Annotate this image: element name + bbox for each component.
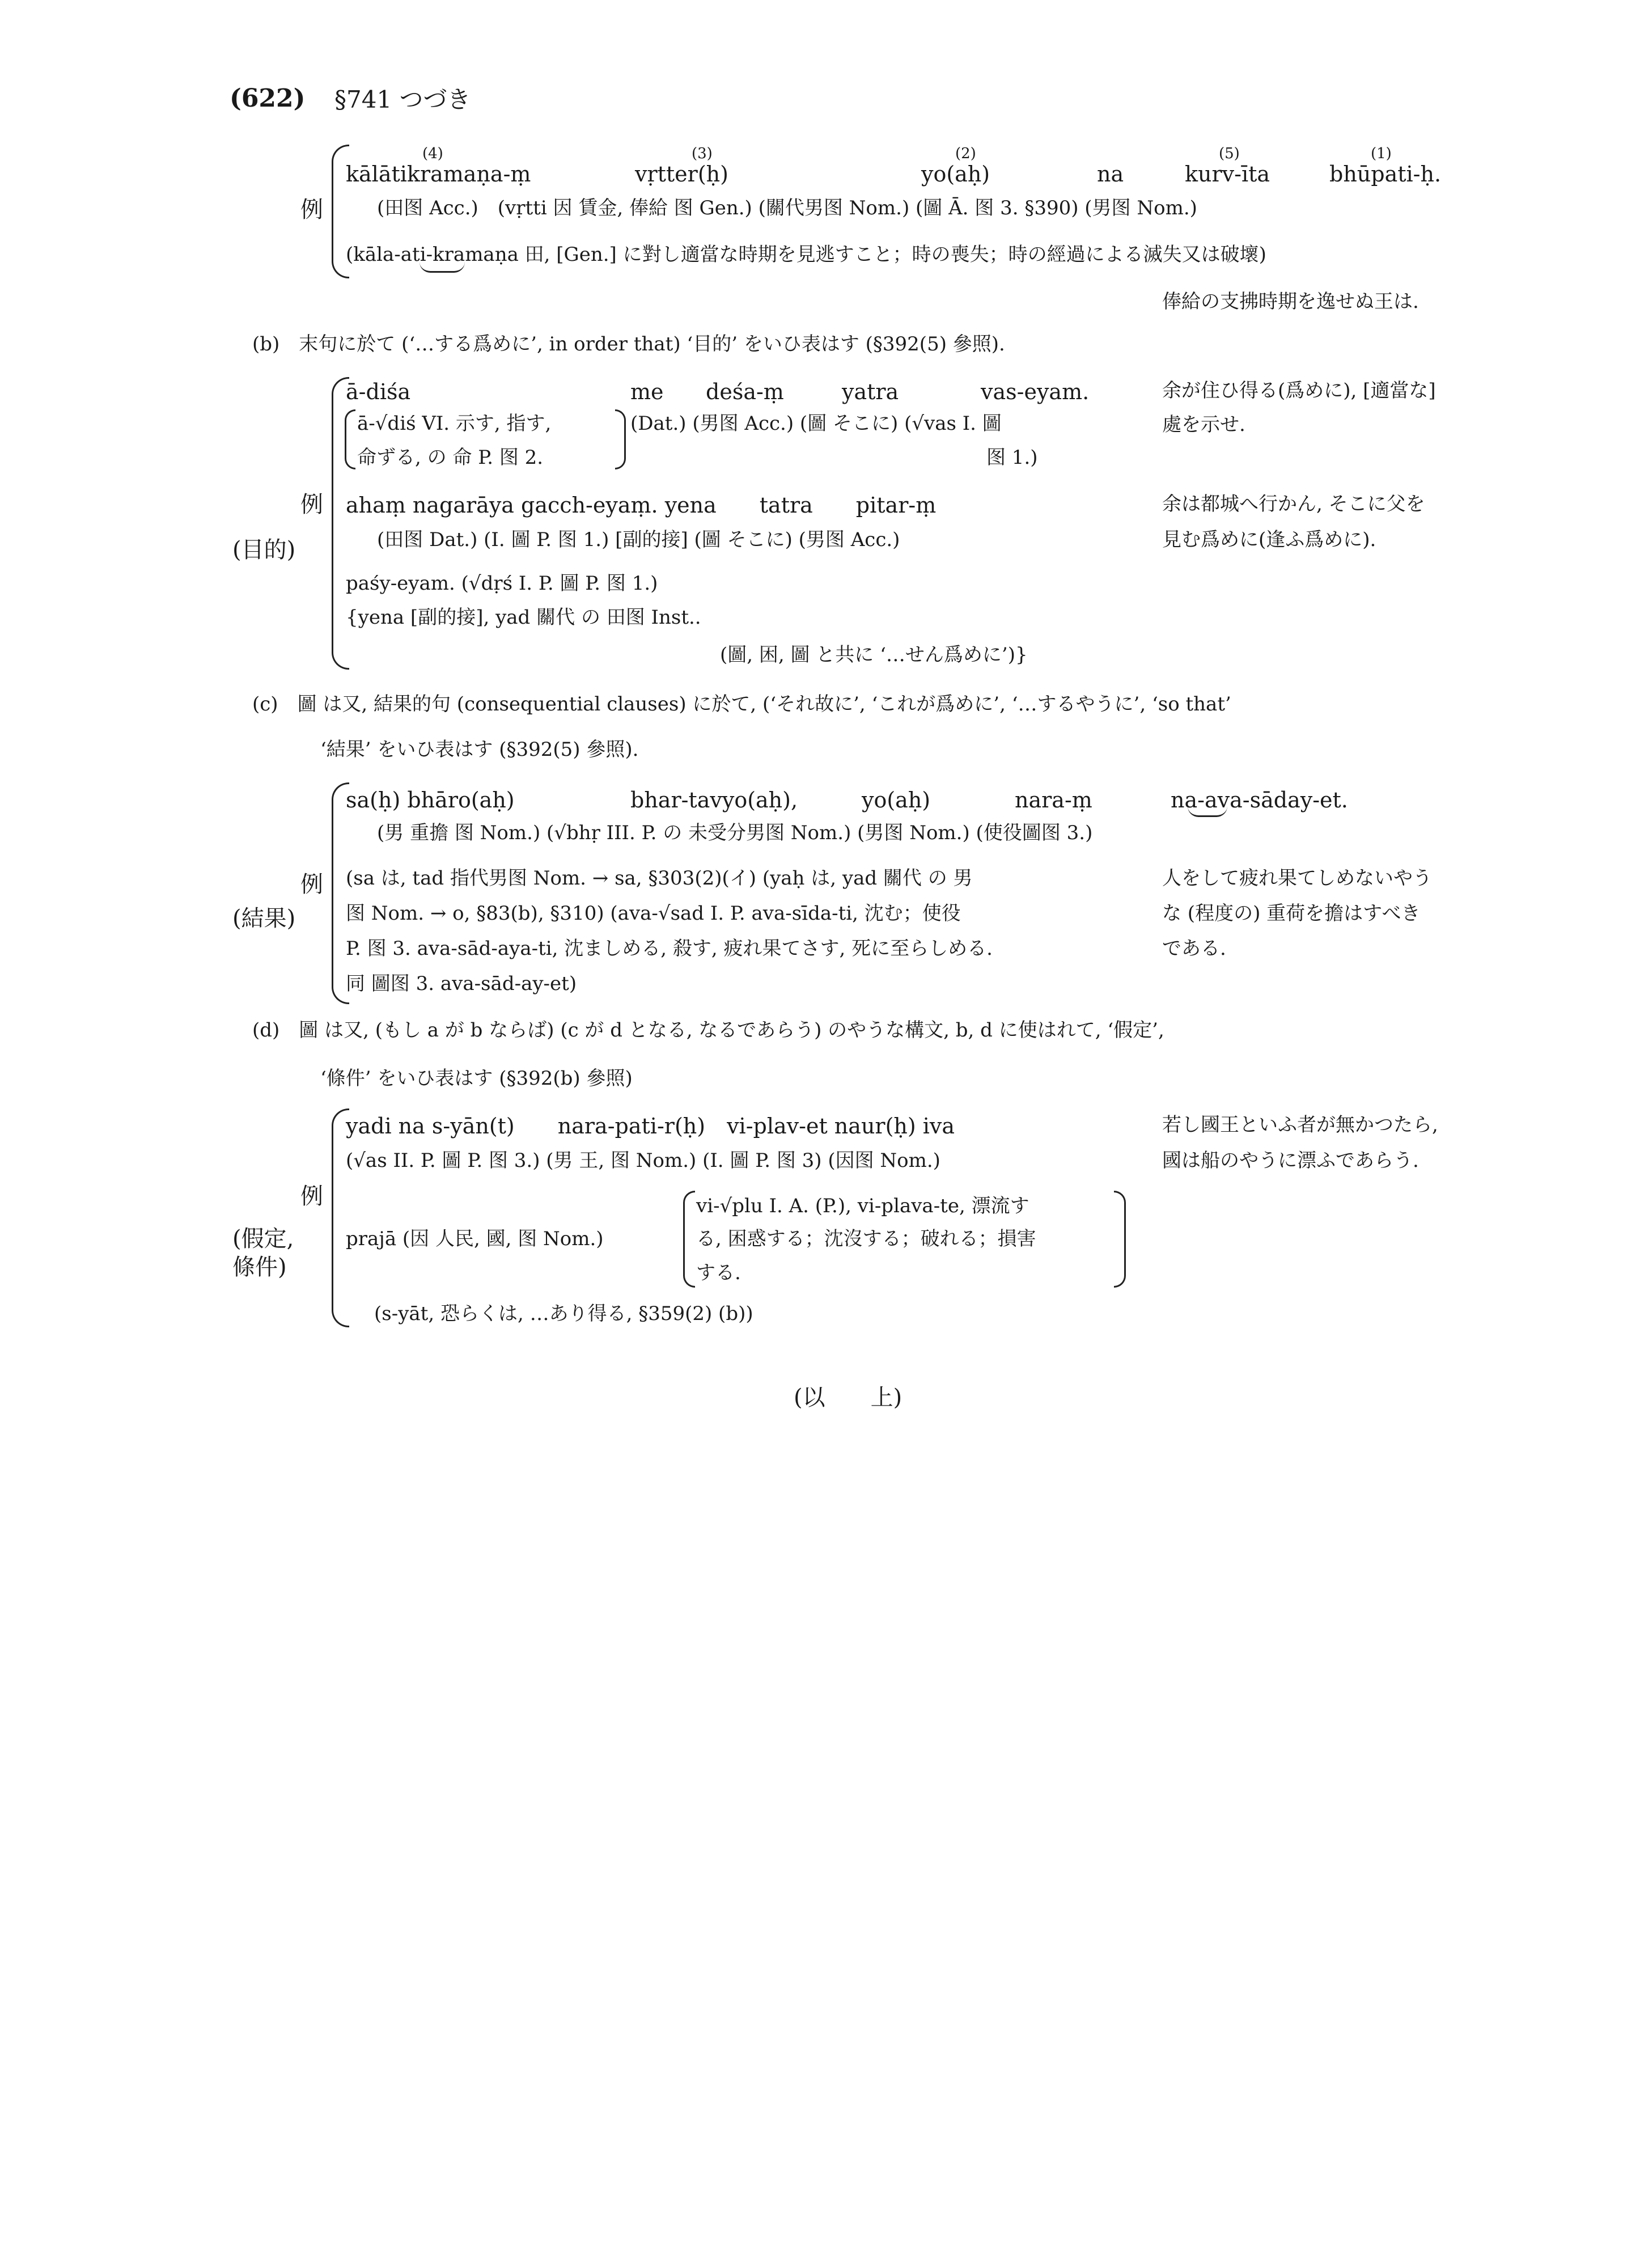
sanskrit-word: kurv-īta	[1185, 162, 1270, 187]
translation: 人をして疲れ果てしめないやう	[1162, 867, 1432, 890]
gloss-line: 同 圖图 3. ava-sād-ay-et)	[346, 972, 577, 995]
example-label: 例	[300, 871, 323, 898]
translation: 若し國王といふ者が無かつたら,	[1162, 1114, 1438, 1136]
section-title: §741 つづき	[334, 86, 471, 113]
gloss-line: 命ずる, の 命 P. 图 2.	[357, 446, 544, 469]
sanskrit-word: ā-diśa	[346, 379, 411, 404]
sanskrit-line: yadi na s-yān(t) nara-pati-r(ḥ) vi-plav-et naur(ḥ) iva	[346, 1114, 955, 1139]
brace-example-c	[332, 782, 349, 1004]
gloss-line: (Dat.) (男图 Acc.) (圖 そこに) (√vas I. 圖	[630, 412, 1002, 435]
gloss-line: (男 重擔 图 Nom.) (√bhṛ III. P. の 未受分男图 Nom.) (男图 Nom.) (使役圖图 3.)	[377, 822, 1093, 844]
gloss-line: 图 1.)	[986, 446, 1038, 469]
sanskrit-word: na	[1097, 162, 1124, 187]
category-label: (假定,	[232, 1226, 294, 1252]
gloss-line: paśy-eyam. (√dṛś I. P. 圖 P. 图 1.)	[346, 572, 658, 595]
order-number: (3)	[692, 145, 713, 162]
sanskrit-word: nara-ṃ	[1015, 788, 1092, 813]
sanskrit-word: na-ava-sāday-et.	[1171, 788, 1348, 813]
sanskrit-word: vṛtter(ḥ)	[635, 162, 728, 187]
gloss-line: vi-√plu I. A. (P.), vi-plava-te, 漂流す	[696, 1195, 1029, 1217]
gloss-line: する.	[696, 1262, 741, 1284]
gloss-line: (√as II. P. 圖 P. 图 3.) (男 王, 图 Nom.) (I. 圖 P. 图 3) (因图 Nom.)	[346, 1149, 940, 1172]
sanskrit-word: kālātikramaṇa-ṃ	[346, 162, 531, 187]
category-label: (目的)	[232, 537, 296, 563]
sanskrit-word: vas-eyam.	[981, 379, 1090, 404]
translation: な (程度の) 重荷を擔はすべき	[1162, 902, 1421, 925]
order-number: (2)	[955, 145, 976, 162]
example-label: 例	[300, 492, 323, 518]
section-heading-d-2: ‘條件’ をいひ表はす (§392(b) 參照)	[320, 1067, 633, 1090]
order-number: (4)	[422, 145, 443, 162]
sanskrit-line: ahaṃ nagarāya gacch-eyaṃ. yena tatra pitar-ṃ	[346, 493, 937, 518]
sanskrit-word: bhūpati-ḥ.	[1329, 162, 1442, 187]
category-label: 條件)	[232, 1254, 287, 1280]
sanskrit-word: yo(aḥ)	[921, 162, 990, 187]
translation: 見む爲めに(逢ふ爲めに).	[1162, 528, 1376, 551]
sandhi-arc	[1188, 806, 1227, 817]
sandhi-arc	[420, 262, 465, 273]
inner-brace	[683, 1191, 695, 1288]
category-label: (結果)	[232, 905, 296, 932]
section-heading-c-2: ‘結果’ をいひ表はす (§392(5) 參照).	[320, 738, 639, 761]
brace-example-d	[332, 1108, 349, 1327]
gloss-line: (kāla-ati-kramaṇa 田, [Gen.] に對し適當な時期を見逃すこと；時の喪失；時の經過による滅失又は破壞)	[346, 243, 1266, 266]
translation: 處を示せ.	[1162, 413, 1245, 436]
translation: である.	[1162, 937, 1226, 960]
example-label: 例	[300, 197, 323, 223]
gloss-line: (圖, 困, 圖 と共に ‘…せん爲めに’)}	[720, 644, 1028, 666]
gloss-line: {yena [副的接], yad 關代 の 田图 Inst..	[346, 606, 701, 629]
sanskrit-word: bhar-tavyo(aḥ),	[630, 788, 798, 813]
translation: 余が住ひ得る(爲めに), [適當な]	[1162, 379, 1436, 402]
example-label: 例	[300, 1183, 323, 1209]
sanskrit-word: deśa-ṃ	[706, 379, 784, 404]
gloss-line: (s-yāt, 恐らくは, …あり得る, §359(2) (b))	[374, 1302, 753, 1325]
inner-brace	[345, 409, 355, 469]
translation: 俸給の支拂時期を逸せぬ王は.	[1162, 290, 1419, 313]
gloss-line: (sa は, tad 指代男图 Nom. → sa, §303(2)(イ) (yaḥ は, yad 關代 の 男	[346, 867, 973, 890]
section-heading-b: (b) 末句に於て (‘…する爲めに’, in order that) ‘目的’ をいひ表はす (§392(5) 參照).	[252, 333, 1005, 356]
order-number: (1)	[1371, 145, 1392, 162]
gloss-line: (田图 Dat.) (I. 圖 P. 图 1.) [副的接] (圖 そこに) (男图 Acc.)	[377, 528, 900, 551]
translation: 國は船のやうに漂ふであらう.	[1162, 1149, 1419, 1172]
gloss-line: ā-√diś VI. 示す, 指す,	[357, 412, 552, 435]
gloss-line: prajā (因 人民, 國, 图 Nom.)	[346, 1228, 604, 1250]
gloss-line: P. 图 3. ava-sād-aya-ti, 沈ましめる, 殺す, 疲れ果てさす, 死に至らしめる.	[346, 937, 993, 960]
section-heading-c: (c) 圖 は又, 結果的句 (consequential clauses) に於て, (‘それ故に’, ‘これが爲めに’, ‘…するやうに’, ‘so that’	[252, 693, 1231, 716]
sanskrit-word: sa(ḥ) bhāro(aḥ)	[346, 788, 515, 813]
translation: 余は都城へ行かん, そこに父を	[1162, 493, 1425, 515]
sanskrit-word: yatra	[842, 379, 899, 404]
page-number: (622)	[230, 84, 306, 113]
sanskrit-word: yo(aḥ)	[862, 788, 931, 813]
sanskrit-word: me	[630, 379, 664, 404]
inner-brace	[615, 409, 626, 469]
gloss-line: る, 困惑する；沈沒する；破れる；損害	[696, 1228, 1036, 1250]
end-marker: (以 上)	[794, 1385, 902, 1411]
gloss-line: (田图 Acc.) (vṛtti 因 賃金, 俸給 图 Gen.) (關代男图 Nom.) (圖 Ā. 图 3. §390) (男图 Nom.)	[377, 197, 1197, 219]
gloss-line: 图 Nom. → o, §83(b), §310) (ava-√sad I. P. ava-sīda-ti, 沈む；使役	[346, 902, 961, 925]
inner-brace	[1114, 1191, 1126, 1288]
section-heading-d: (d) 圖 は又, (もし a が b ならば) (c が d となる, なるであらう) のやうな構文, b, d に使はれて, ‘假定’,	[252, 1019, 1164, 1042]
order-number: (5)	[1219, 145, 1240, 162]
